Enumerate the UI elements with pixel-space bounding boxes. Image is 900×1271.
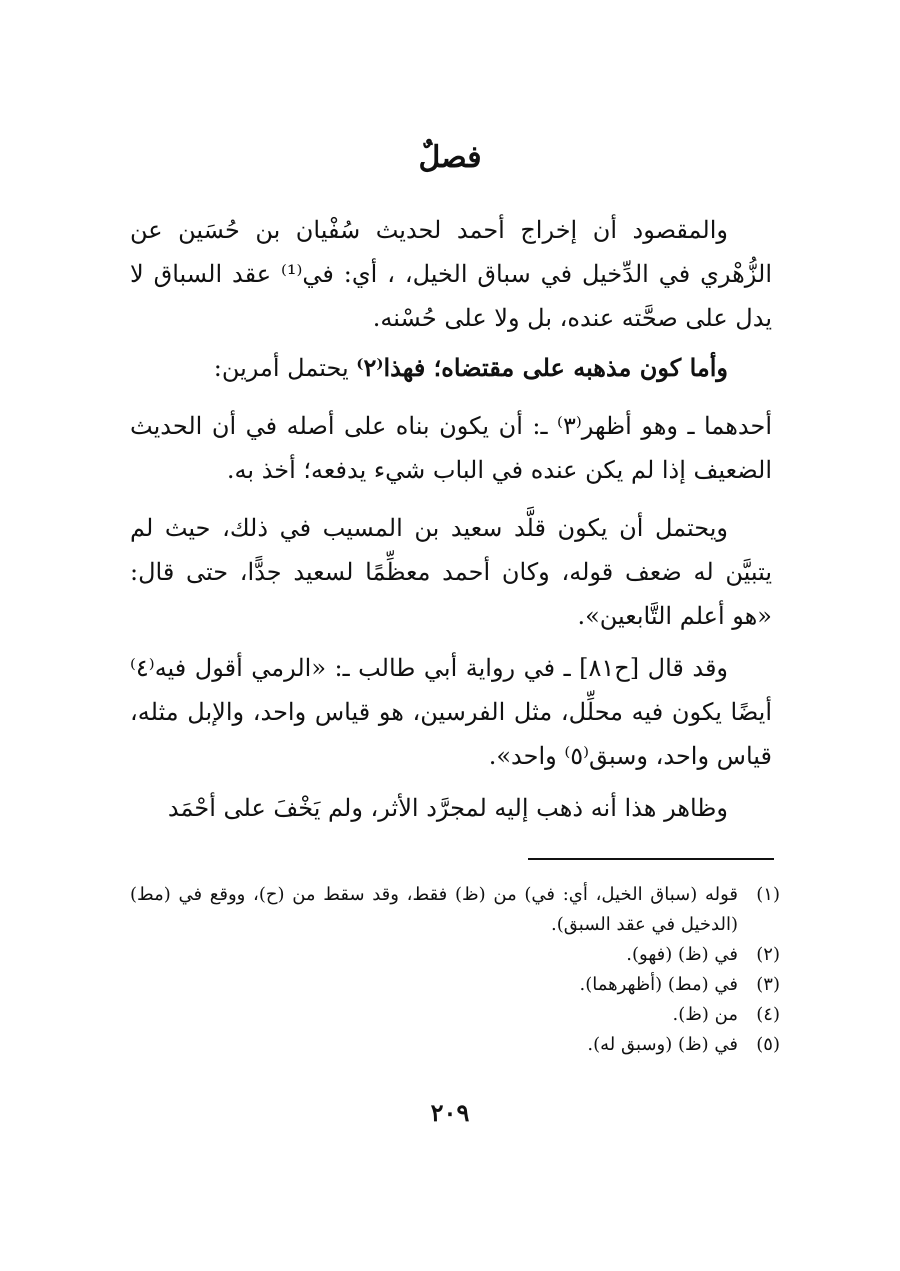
footnote-number: (٥): [756, 1034, 780, 1055]
footnote-item: [130, 1000, 780, 1030]
footnote-text: في (ظ) (وسبق له).: [587, 1034, 738, 1055]
paragraph-2: [130, 346, 772, 390]
footnote-number: (٢): [756, 944, 780, 965]
bold-phrase: وأما كون مذهبه على مقتضاه؛ فهذا⁽٢⁾: [356, 353, 728, 382]
footnote-item: [130, 970, 780, 1000]
footnote-text: قوله (سباق الخيل، أي: في) من (ظ) فقط، وقد سقط من (ح)، ووقع في (مط) (الدخيل في عقد السبق).: [130, 884, 738, 935]
paragraph-5: وقد قال [ح٨١] ـ في رواية أبي طالب ـ: «الرمي أقول فيه⁽٤⁾ أيضًا يكون فيه محلِّل، مثل الفرسين، هو قياس واحد، والإبل مثله، قياس واحد، وسبق⁽٥⁾ واحد».: [130, 654, 772, 770]
page-number: ٢٠٩: [430, 1098, 470, 1127]
paragraph-1: والمقصود أن إخراج أحمد لحديث سُفْيان بن حُسَين عن الزُّهْري في الدِّخيل في سباق الخيل، ، أي: في⁽¹⁾ عقد السباق لا يدل على صحَّته عنده، بل ولا على حُسْنه.: [130, 216, 772, 332]
paragraph-6: وظاهر هذا أنه ذهب إليه لمجرَّد الأثر، ولم يَخْفَ على أحْمَد: [167, 794, 728, 822]
paragraph-3: أحدهما ـ وهو أظهر⁽٣⁾ ـ: أن يكون بناه على أصله في أن الحديث الضعيف إذا لم يكن عنده في الباب شيء يدفعه؛ أخذ به.: [130, 412, 772, 484]
footnote-text: في (ظ) (فهو).: [626, 944, 738, 965]
footnote-item: [130, 880, 780, 940]
footnote-divider: [528, 858, 774, 860]
footnote-text: في (مط) (أظهرهما).: [579, 974, 738, 995]
footnote-number: (١): [756, 884, 780, 905]
footnote-number: (٣): [756, 974, 780, 995]
footnote-text: من (ظ).: [672, 1004, 738, 1025]
footnote-item: [130, 1030, 780, 1060]
footnote-item: [130, 940, 780, 970]
paragraph-4: ويحتمل أن يكون قلَّد سعيد بن المسيب في ذلك، حيث لم يتبيَّن له ضعف قوله، وكان أحمد معظِّمًا لسعيد جدًّا، حتى قال: «هو أعلم التَّابعين».: [130, 514, 772, 630]
section-heading: فصلٌ: [418, 140, 482, 175]
footnotes-list: [130, 880, 780, 1060]
paragraph-2-rest: يحتمل أمرين:: [213, 354, 349, 382]
footnote-number: (٤): [756, 1004, 780, 1025]
